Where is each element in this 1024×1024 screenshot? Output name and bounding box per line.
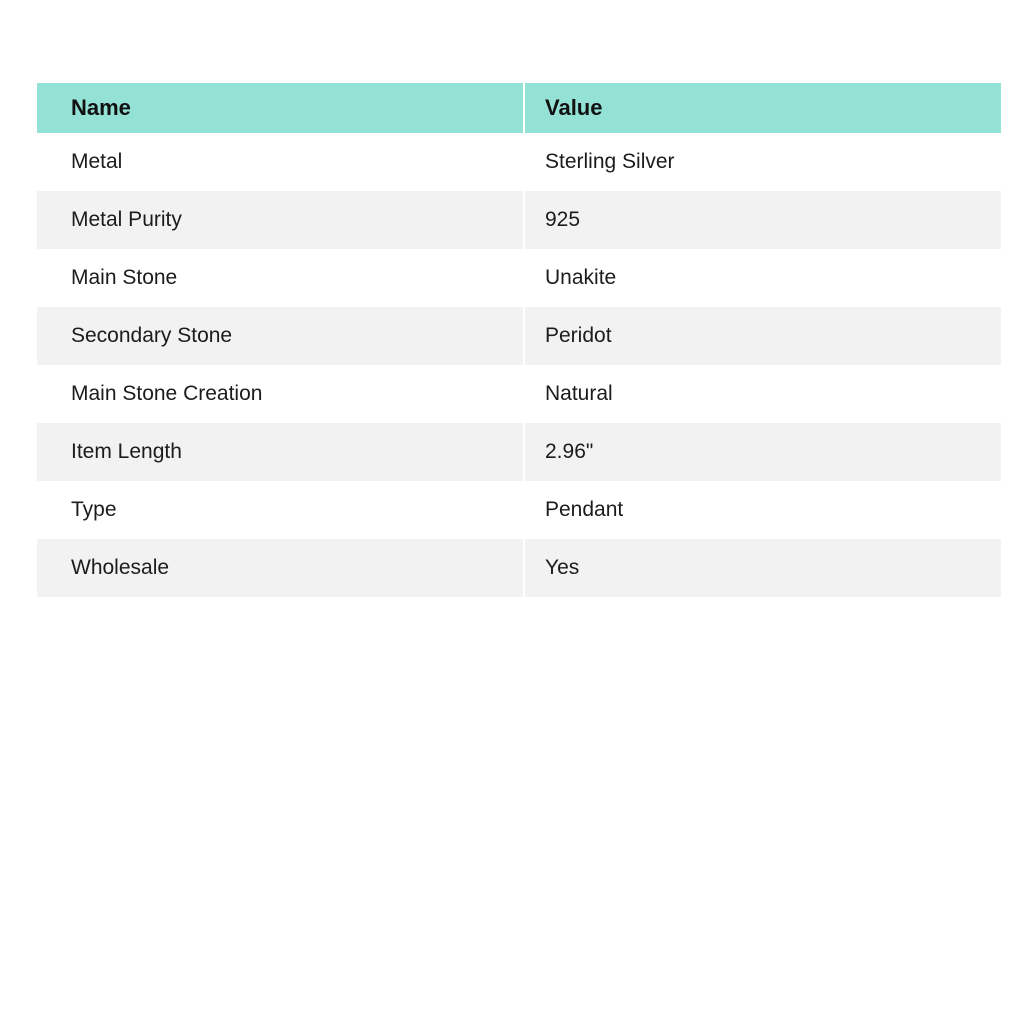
attribute-name-cell: Item Length — [37, 423, 525, 481]
attribute-name-cell: Main Stone — [37, 249, 525, 307]
attribute-name-cell: Secondary Stone — [37, 307, 525, 365]
table-row — [37, 539, 1001, 597]
attribute-name-cell: Wholesale — [37, 539, 525, 597]
attribute-value-cell: Peridot — [525, 307, 1001, 365]
attribute-value-cell: 925 — [525, 191, 1001, 249]
table-row — [37, 481, 1001, 539]
attribute-value-cell: 2.96" — [525, 423, 1001, 481]
attributes-table — [37, 83, 1001, 597]
attribute-name-cell: Main Stone Creation — [37, 365, 525, 423]
table-row — [37, 249, 1001, 307]
table-row — [37, 365, 1001, 423]
attribute-value-cell: Yes — [525, 539, 1001, 597]
table-header-row — [37, 83, 1001, 133]
attributes-table-container — [37, 83, 1001, 597]
attribute-value-cell: Natural — [525, 365, 1001, 423]
attribute-name-cell: Type — [37, 481, 525, 539]
attribute-value-cell: Sterling Silver — [525, 133, 1001, 191]
attribute-value-cell: Unakite — [525, 249, 1001, 307]
table-row — [37, 307, 1001, 365]
attribute-value-cell: Pendant — [525, 481, 1001, 539]
table-body — [37, 133, 1001, 597]
table-row — [37, 423, 1001, 481]
table-row — [37, 133, 1001, 191]
attribute-name-cell: Metal Purity — [37, 191, 525, 249]
column-header-value: Value — [525, 83, 1001, 133]
column-header-name: Name — [37, 83, 525, 133]
table-row — [37, 191, 1001, 249]
attribute-name-cell: Metal — [37, 133, 525, 191]
